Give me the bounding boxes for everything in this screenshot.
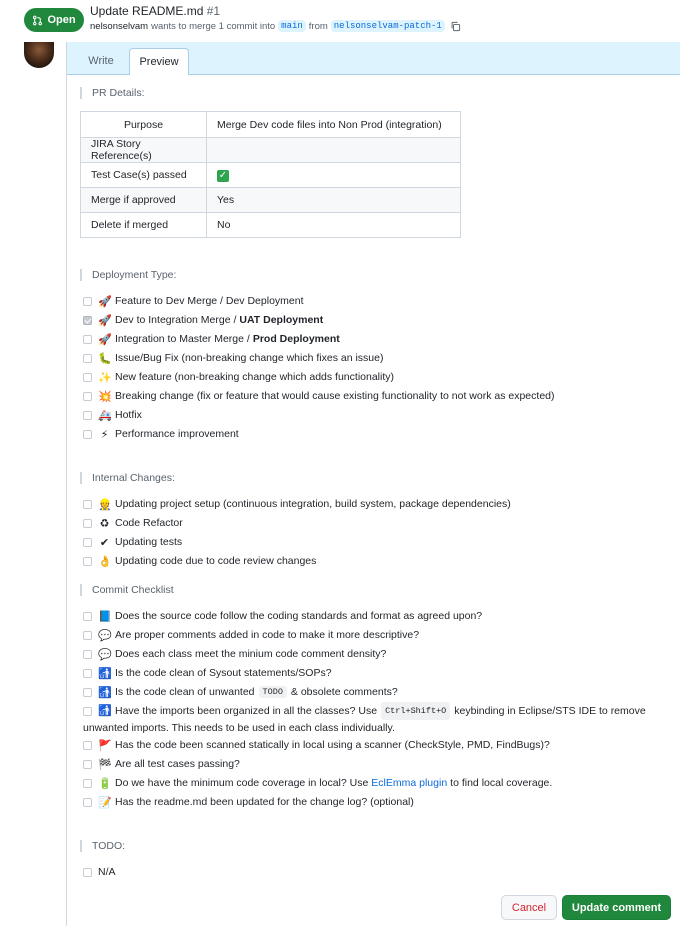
status-badge — [24, 8, 84, 32]
list-item — [83, 737, 550, 753]
emoji-icon: ⚡ — [100, 428, 109, 441]
list-item — [83, 775, 552, 791]
pr-title — [90, 4, 220, 18]
list-item — [83, 534, 182, 550]
emoji-icon: 🚮 — [98, 667, 112, 680]
emoji-icon: 🔋 — [98, 777, 112, 790]
table-row — [81, 188, 461, 213]
emoji-icon: ✨ — [98, 371, 112, 384]
status-label: Open — [47, 14, 76, 26]
deployment-heading: Deployment Type: — [80, 269, 176, 281]
list-item — [83, 350, 383, 366]
list-item — [83, 864, 116, 880]
editor-tabbar — [67, 42, 680, 75]
todo-item-label: N/A — [98, 866, 116, 878]
emoji-icon: 🐛 — [98, 352, 112, 365]
checkbox[interactable] — [83, 557, 92, 566]
pr-details-heading: PR Details: — [80, 87, 145, 99]
table-cell: Test Case(s) passed — [81, 163, 207, 188]
emoji-icon: 🚮 — [98, 686, 112, 699]
checkbox[interactable] — [83, 760, 92, 769]
item-label: Do we have the minimum code coverage in local? Use — [115, 777, 369, 789]
table-row — [81, 112, 461, 138]
list-item — [83, 553, 316, 569]
list-item — [83, 756, 240, 772]
list-item — [83, 369, 394, 385]
list-item — [83, 608, 482, 624]
item-line: unwanted imports. This needs to be used in each class individually. — [83, 722, 395, 734]
checkbox[interactable] — [83, 373, 92, 382]
item-label: to find local coverage. — [450, 777, 553, 789]
item-label: Updating code due to code review changes — [115, 555, 317, 567]
table-row — [81, 138, 461, 163]
item-line — [83, 702, 646, 720]
checkbox[interactable] — [83, 631, 92, 640]
item-label: Hotfix — [115, 409, 142, 421]
commit-heading: Commit Checklist — [80, 584, 174, 596]
checkbox[interactable] — [83, 354, 92, 363]
item-label: Is the code clean of Sysout statements/SOPs? — [115, 667, 332, 679]
item-label: & obsolete comments? — [290, 686, 398, 698]
item-label: Are all test cases passing? — [115, 758, 240, 770]
item-label: Code Refactor — [115, 517, 183, 529]
emoji-icon: 📘 — [98, 610, 112, 623]
pr-title-text: Update README.md — [90, 4, 204, 18]
checkbox[interactable] — [83, 707, 92, 716]
checkbox[interactable] — [83, 779, 92, 788]
item-label: Has the readme.md been updated for the change log? (optional) — [115, 796, 414, 808]
item-label: Has the code been scanned statically in local using a scanner (CheckStyle, PMD, FindBugs)? — [115, 739, 550, 751]
tab-preview[interactable]: Preview — [129, 48, 189, 75]
table-row — [81, 213, 461, 238]
item-label: Performance improvement — [115, 428, 239, 440]
inline-code: Ctrl+Shift+O — [381, 702, 450, 720]
list-item — [83, 312, 323, 328]
table-row — [81, 163, 461, 188]
cancel-button[interactable]: Cancel — [501, 895, 557, 920]
checkbox[interactable] — [83, 392, 92, 401]
list-item — [83, 515, 183, 531]
from-text: from — [308, 20, 328, 32]
pr-header — [0, 0, 680, 42]
table-cell: Delete if merged — [81, 213, 207, 238]
item-label: keybinding in Eclipse/STS IDE to remove — [454, 705, 646, 717]
emoji-icon: 🚀 — [98, 333, 112, 346]
list-item — [83, 794, 414, 810]
item-label: New feature (non-breaking change which adds functionality) — [115, 371, 394, 383]
item-label: Are proper comments added in code to make it more descriptive? — [115, 629, 420, 641]
checkbox[interactable] — [83, 612, 92, 621]
list-item — [83, 684, 398, 700]
checkbox[interactable] — [83, 411, 92, 420]
list-item — [83, 426, 239, 442]
inline-code: TODO — [259, 686, 287, 698]
item-label: Updating tests — [115, 536, 183, 548]
checkbox[interactable] — [83, 650, 92, 659]
tab-write[interactable]: Write — [88, 55, 114, 67]
table-cell: JIRA Story Reference(s) — [81, 138, 207, 163]
table-cell: Purpose — [81, 112, 207, 138]
avatar[interactable] — [24, 42, 54, 68]
checkbox[interactable] — [83, 688, 92, 697]
head-branch[interactable]: nelsonselvam-patch-1 — [331, 20, 445, 32]
emoji-icon: 🚀 — [98, 314, 112, 327]
emoji-icon: 📝 — [98, 796, 112, 809]
pull-request-icon — [32, 15, 43, 26]
checkbox[interactable] — [83, 430, 92, 439]
table-cell: Merge if approved — [81, 188, 207, 213]
table-cell: Merge Dev code files into Non Prod (integration) — [207, 112, 461, 138]
item-label: Feature to Dev Merge / Dev Deployment — [115, 295, 304, 307]
list-item — [83, 702, 646, 736]
item-label: Does the source code follow the coding standards and format as agreed upon? — [115, 610, 483, 622]
list-item — [83, 388, 555, 404]
checkbox[interactable] — [83, 538, 92, 547]
item-label: Dev to Integration Merge / — [115, 314, 237, 326]
item-label: Is the code clean of unwanted — [115, 686, 255, 698]
checkbox[interactable] — [83, 519, 92, 528]
item-label: Updating project setup (continuous integration, build system, package dependencies) — [115, 498, 511, 510]
table-cell: No — [207, 213, 461, 238]
pr-number: #1 — [206, 4, 221, 18]
internal-heading: Internal Changes: — [80, 472, 175, 484]
item-label: Have the imports been organized in all the classes? Use — [115, 705, 378, 717]
emoji-icon: 🚩 — [98, 739, 112, 752]
list-item — [83, 627, 419, 643]
item-bold-label: Prod Deployment — [252, 333, 340, 345]
list-item — [83, 407, 142, 423]
emoji-icon: 🚀 — [98, 295, 112, 308]
table-cell — [207, 138, 461, 163]
item-bold-label: UAT Deployment — [239, 314, 324, 326]
item-label: Does each class meet the minium code comment density? — [115, 648, 387, 660]
checkbox[interactable] — [83, 741, 92, 750]
eclemma-link[interactable]: EclEmma plugin — [371, 777, 448, 789]
pr-details-table — [80, 111, 461, 238]
pr-subline — [90, 20, 461, 32]
copy-icon[interactable] — [450, 21, 461, 32]
author-link[interactable]: nelsonselvam — [90, 20, 149, 32]
emoji-icon: 👷 — [98, 498, 112, 511]
check-mark-icon: ✓ — [218, 169, 228, 181]
merge-text: wants to merge 1 commit into — [151, 20, 276, 32]
checkbox[interactable] — [83, 297, 92, 306]
list-item — [83, 331, 340, 347]
emoji-icon: 💥 — [98, 390, 112, 403]
item-label: Issue/Bug Fix (non-breaking change which fixes an issue) — [115, 352, 384, 364]
checkbox[interactable] — [83, 500, 92, 509]
checkbox[interactable] — [83, 335, 92, 344]
todo-heading: TODO: — [80, 840, 125, 852]
emoji-icon: 👌 — [98, 555, 112, 568]
item-label: Breaking change (fix or feature that would cause existing functionality to not work as expected) — [115, 390, 555, 402]
emoji-icon: ♻ — [99, 517, 110, 530]
emoji-icon: ✔ — [99, 536, 110, 549]
emoji-icon: 💬 — [98, 629, 112, 642]
emoji-icon: 💬 — [98, 648, 112, 661]
emoji-icon: 🏁 — [98, 758, 112, 771]
list-item — [83, 665, 332, 681]
item-label: Integration to Master Merge / — [115, 333, 250, 345]
emoji-icon: 🚮 — [98, 705, 112, 717]
comment-editor — [66, 42, 680, 926]
checkbox[interactable] — [83, 798, 92, 807]
table-cell: Yes — [207, 188, 461, 213]
checkbox[interactable] — [83, 868, 92, 877]
list-item — [83, 646, 386, 662]
emoji-icon: 🚑 — [98, 409, 112, 422]
checkbox[interactable] — [83, 669, 92, 678]
checkbox[interactable] — [83, 316, 92, 325]
table-cell — [207, 163, 461, 188]
update-comment-button[interactable]: Update comment — [562, 895, 671, 920]
list-item — [83, 496, 511, 512]
list-item — [83, 293, 304, 309]
editor-footer — [67, 892, 680, 926]
base-branch[interactable]: main — [278, 20, 306, 32]
